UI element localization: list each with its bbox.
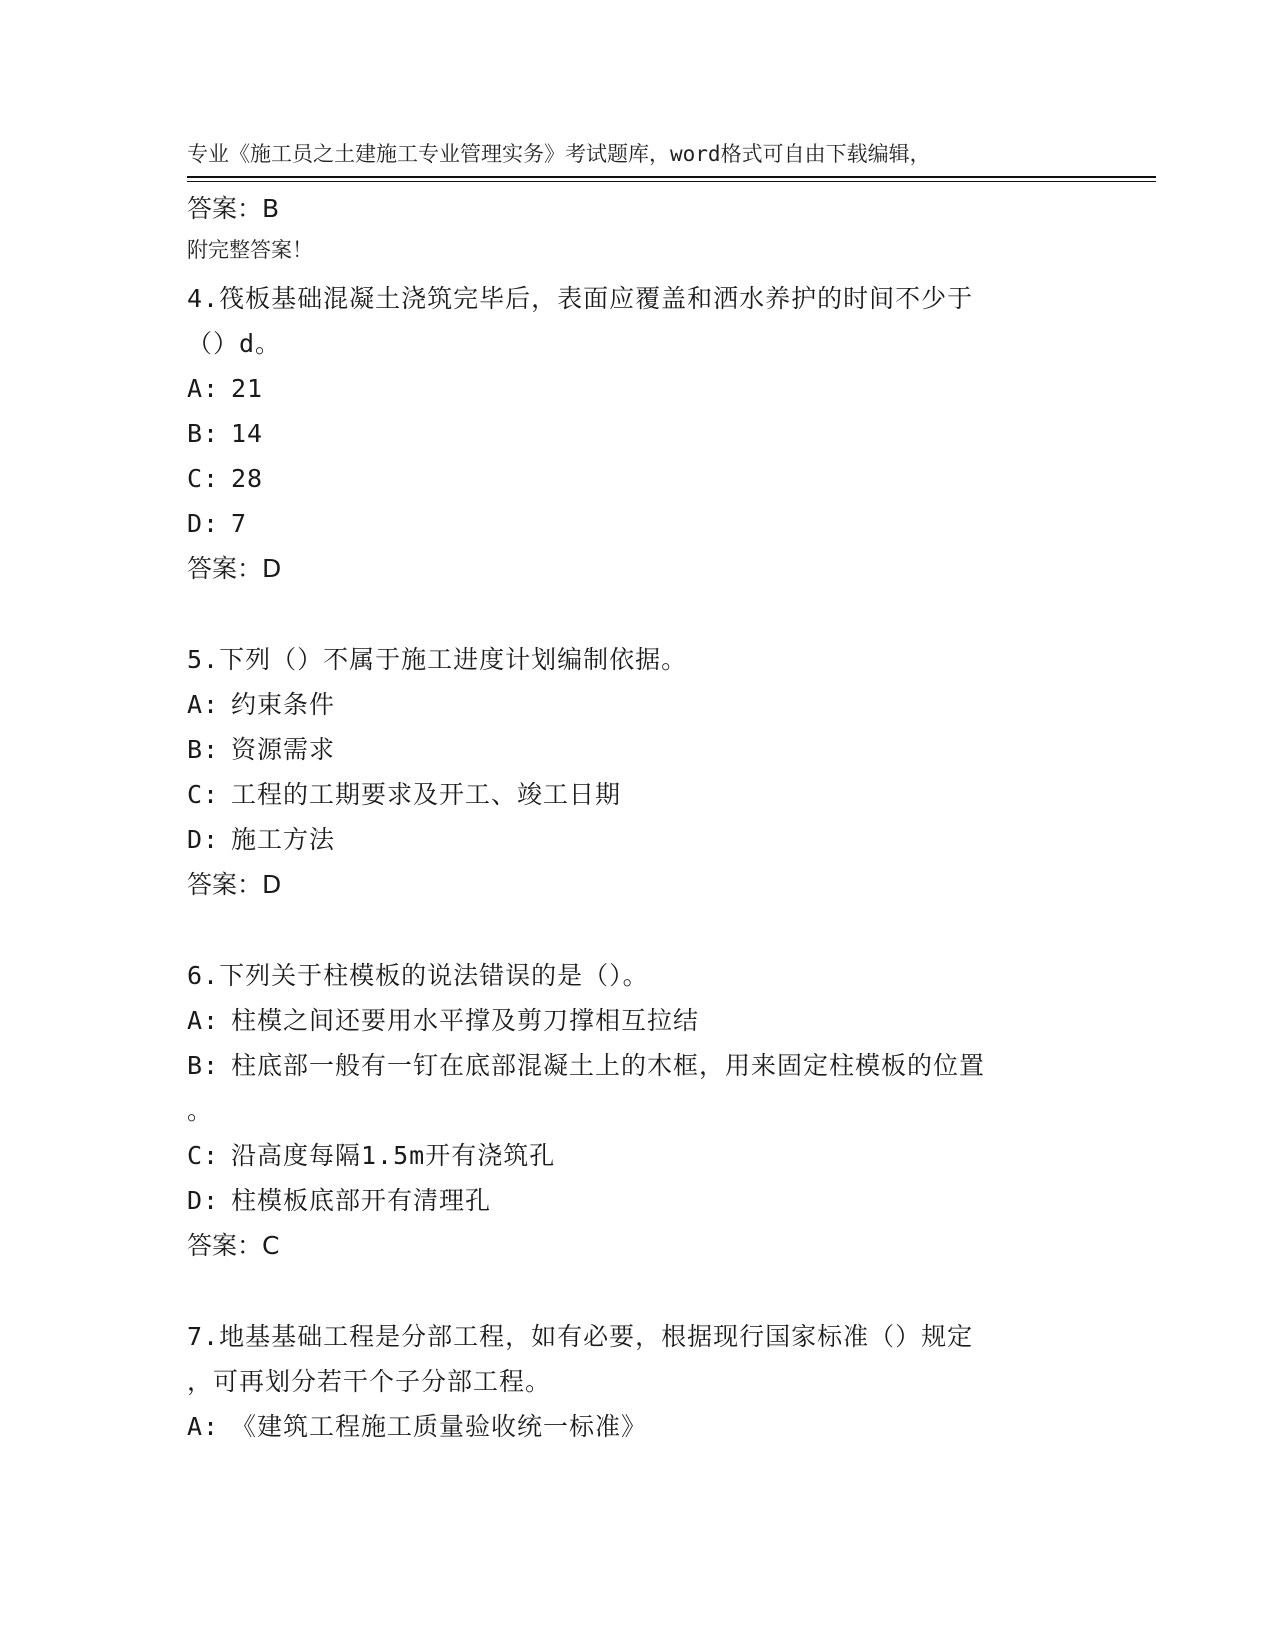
header-divider-thin: [187, 181, 1156, 182]
option-label: D:: [187, 1186, 220, 1215]
q5-option-c: [187, 778, 621, 812]
document-header: [187, 74, 1067, 298]
option-label: A:: [187, 1006, 220, 1035]
q5-option-b: [187, 733, 335, 767]
option-text: 资源需求: [231, 735, 336, 764]
option-text: 21: [231, 374, 264, 403]
answer-q3: 答案：B: [187, 194, 280, 223]
header-divider-thick: [187, 176, 1156, 178]
option-label: B:: [187, 419, 220, 448]
q4-option-d: [187, 507, 247, 541]
q6-option-b-continuation: 。: [187, 1096, 214, 1125]
q6-option-d: [187, 1184, 491, 1218]
option-text: 14: [231, 419, 264, 448]
q7-stem-line-2: ，可再划分若干个子分部工程。: [187, 1367, 552, 1396]
option-text: 工程的工期要求及开工、竣工日期: [231, 780, 622, 809]
answer-q5: 答案：D: [187, 870, 282, 899]
option-text: 约束条件: [231, 690, 336, 719]
option-label: A:: [187, 690, 220, 719]
q5-option-a: [187, 688, 335, 722]
option-text: 7: [231, 509, 248, 538]
option-text: 沿高度每隔1.5m开有浇筑孔: [231, 1141, 556, 1170]
option-label: C:: [187, 780, 220, 809]
answer-q4: 答案：D: [187, 554, 282, 583]
option-label: B:: [187, 735, 220, 764]
q5-stem-line-1: 5.下列（）不属于施工进度计划编制依据。: [187, 645, 688, 674]
option-label: A:: [187, 1412, 220, 1441]
option-text: 柱底部一般有一钉在底部混凝土上的木框，用来固定柱模板的位置: [231, 1051, 986, 1080]
option-text: 28: [231, 464, 264, 493]
option-label: D:: [187, 825, 220, 854]
q7-stem-line-1: 7.地基基础工程是分部工程，如有必要，根据现行国家标准（）规定: [187, 1322, 974, 1351]
q4-option-c: [187, 462, 263, 496]
option-label: C:: [187, 464, 220, 493]
option-label: D:: [187, 509, 220, 538]
q4-stem-line-1: 4.筏板基础混凝土浇筑完毕后，表面应覆盖和洒水养护的时间不少于: [187, 284, 974, 313]
q5-option-d: [187, 823, 335, 857]
option-text: 柱模板底部开有清理孔: [231, 1186, 492, 1215]
option-text: 柱模之间还要用水平撑及剪刀撑相互拉结: [231, 1006, 700, 1035]
option-label: A:: [187, 374, 220, 403]
q6-option-c: [187, 1139, 555, 1173]
q6-option-b: [187, 1049, 985, 1083]
answer-q6: 答案：C: [187, 1231, 280, 1260]
q4-option-a: [187, 372, 263, 406]
q4-stem-line-2: （）d。: [187, 329, 282, 358]
option-text: 《建筑工程施工质量验收统一标准》: [231, 1412, 648, 1441]
q4-option-b: [187, 417, 263, 451]
option-text: 施工方法: [231, 825, 336, 854]
q6-stem-line-1: 6.下列关于柱模板的说法错误的是（）。: [187, 961, 649, 990]
q7-option-a: [187, 1410, 647, 1444]
option-label: C:: [187, 1141, 220, 1170]
header-line-2: 附完整答案！: [187, 238, 313, 262]
q6-option-a: [187, 1004, 699, 1038]
option-label: B:: [187, 1051, 220, 1080]
header-line-1: 专业《施工员之土建施工专业管理实务》考试题库，word格式可自由下载编辑，: [187, 142, 931, 166]
